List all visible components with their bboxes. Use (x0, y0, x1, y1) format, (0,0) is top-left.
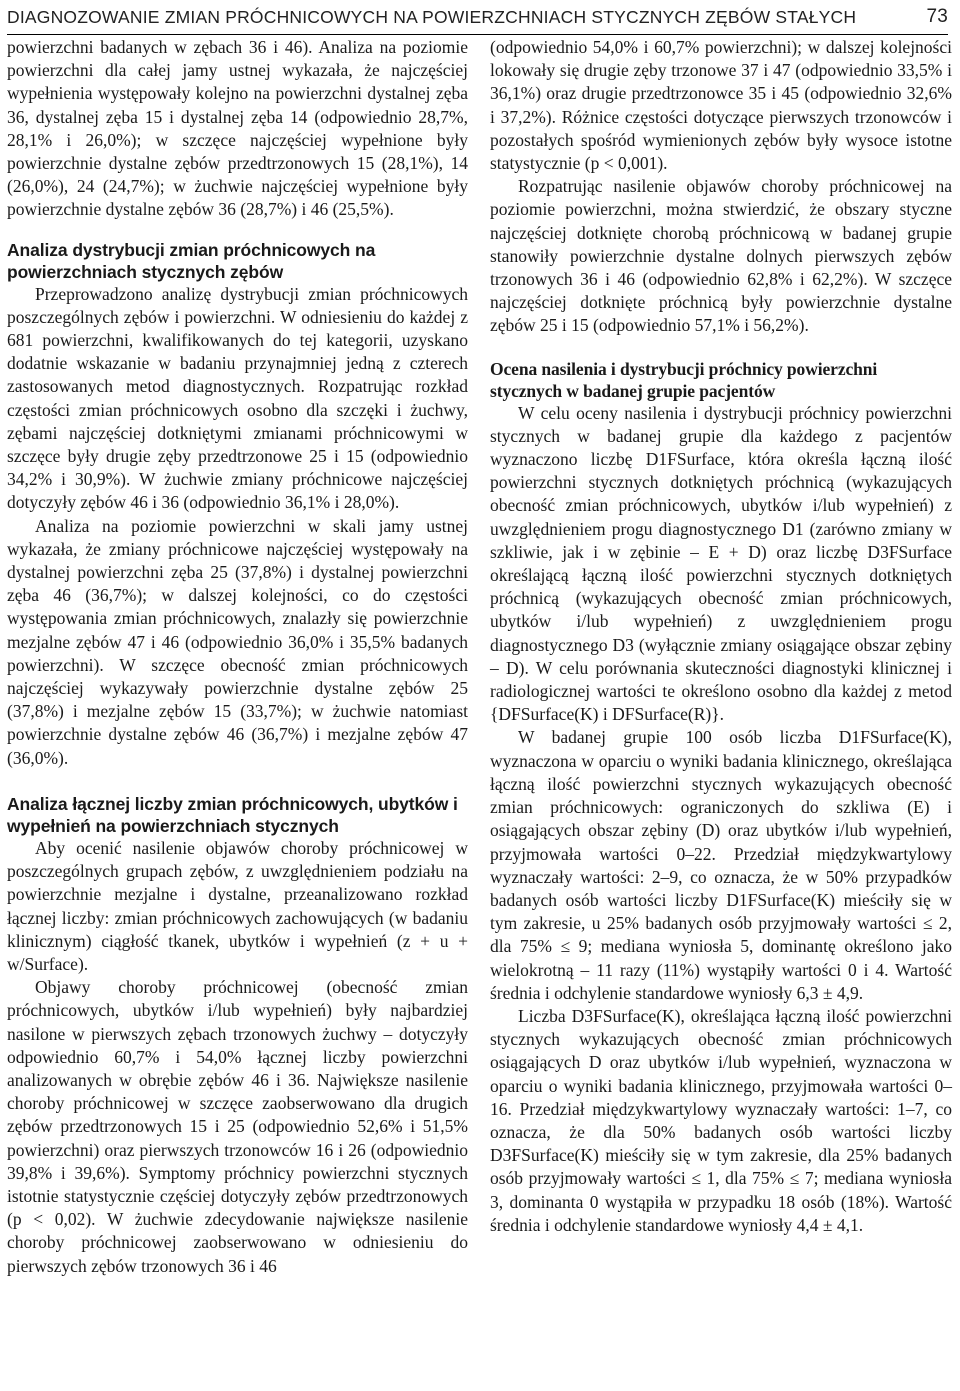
page-number: 73 (926, 6, 948, 27)
left-column (7, 36, 468, 1278)
section-heading: Ocena nasilenia i dystrybucji próchnicy powierzchni stycznych w badanej grupie pacjentów (490, 358, 878, 401)
paragraph: (odpowiednio 54,0% i 60,7% powierzchni); w dalszej kolejności lokowały się drugie zęby trzonowe 37 i 47 (odpowiednio 33,5% i 36,1%) oraz drugie przedtrzonowce 35 i 45 (odpowiednio 32,6% i 37,2%). Różnice częstości dotyczące pierwszych trzonowców i pozostałych spośród wymienionych zębów były wysoce istotne statystycznie (p < 0,001). (490, 37, 952, 174)
section-heading: Analiza łącznej liczby zmian próchnicowych, ubytków i wypełnień na powierzchniach stycznych (7, 793, 458, 836)
paragraph: W badanej grupie 100 osób liczba D1FSurface(K), wyznaczona w oparciu o wyniki badania klinicznego, określająca łączną ilość powierzchni stycznych wykazujących obecność zmian próchnicowych: ograniczonych do szkliwa (E) i osiągających obszar zębiny (D) oraz ubytków i/lub wypełnień, przyjmowała wartości 0–22. Przedział międzykwartylowy wyznaczały wartości: 2–9, co oznacza, że w 50% przypadków badanych osób wartości liczby D1FSurface(K) mieściły się w tym zakresie, u 25% badanych osób przyjmowały wartości ≤ 2, dla 75% ≤ 9; mediana wyniosła 5, dominantę określono jako wielokrotną – 11 razy (11%) wystąpiły wartości 0 i 4. Wartość średnia i odchylenie standardowe wyniosły 6,3 ± 4,9. (490, 727, 952, 1003)
paragraph: powierzchni badanych w zębach 36 i 46). Analiza na poziomie powierzchni dla całej jamy ustnej wykazała, że najczęściej wypełnienia występowały kolejno na powierzchni dystalnej zęba 36, dystalnej zęba 15 i dystalnej zęba 14 (odpowiednio 28,7%, 28,1% i 26,0%); w szczęce najczęściej wypełnione były powierzchnie dystalne zębów przedtrzonowych 15 (28,1%), 14 (26,0%), 24 (24,7%); w żuchwie najczęściej wypełnione były powierzchnie dystalne zębów 36 (28,7%) i 46 (25,5%). (7, 37, 468, 220)
paragraph: W celu oceny nasilenia i dystrybucji próchnicy powierzchni stycznych w badanej grupie dla każdego z pacjentów wyznaczono liczbę D1FSurface, która określa łączną ilość powierzchni stycznych dotkniętych próchnicą (wykazujących obecność zmian próchnicowych, ubytków i/lub wypełnień) z uwzględnieniem progu diagnostycznego D1 (zarówno zmiany w szkliwie, jak i w zębinie – E + D) oraz liczbę D3FSurface określającą łączną ilość powierzchni stycznych dotkniętych próchnicą (wykazujących obecność zmian próchnicowych, ubytków i/lub wypełnień) z uwzględnieniem progu diagnostycznego D3 (wyłącznie zmiany osiągające obszar zębiny – D). W celu porównania skuteczności diagnostyki klinicznej i radiologicznej wartości te określono osobno dla każdej z metod {DFSurface(K) i DFSurface(R)}. (490, 402, 952, 725)
paragraph: Liczba D3FSurface(K), określająca łączną ilość powierzchni stycznych wykazujących obecność zmian próchnicowych osiągających D oraz ubytków i/lub wypełnień, wyznaczona w oparciu o wyniki badania klinicznego, przyjmowała wartości 0–16. Przedział międzykwartylowy wyznaczały wartości: 1–7, co oznacza, że dla 50% badanych osób wartości liczby D3FSurface(K) mieściły się w tym zakresie, dla 25% badanych osób przyjmowały wartości ≤ 1, dla 75% ≤ 7; mediana wyniosła 3, dominanta 0 wystąpiła w przypadku 18 osób (18%). Wartość średnia i odchylenie standardowe wyniosły 4,4 ± 4,1. (490, 1005, 952, 1235)
paragraph: Rozpatrując nasilenie objawów choroby próchnicowej na poziomie powierzchni, można stwierdzić, że obszary styczne najczęściej dotknięte chorobą próchnicową w badanej grupie stanowiły powierzchnie dystalne dolnych pierwszych zębów trzonowych 36 i 46 (odpowiednio 62,8% i 62,2%). W szczęce najczęściej dotknięte próchnicą były powierzchnie dystalne zębów 25 i 15 (odpowiednio 57,1% i 56,2%). (490, 176, 952, 336)
right-column (490, 36, 952, 1237)
paragraph: Analiza na poziomie powierzchni w skali jamy ustnej wykazała, że zmiany próchnicowe najczęściej występowały na dystalnej powierzchni zęba 25 (37,8%) i dystalnej powierzchni zęba 46 (36,7%); w dalszej kolejności, co do częstości występowania zmian próchnicowych, znalazły się powierzchnie mezjalne zębów 47 i 46 (odpowiednio 36,0% i 35,5% badanych powierzchni). W szczęce obecność zmian próchnicowych najczęściej wykazywały powierzchnie dystalne zębów 25 (37,8%) i mezjalne zębów 15 (33,7%); w żuchwie natomiast powierzchnie dystalne zębów 46 (36,7%) i mezjalne zębów 47 (36,0%). (7, 515, 468, 768)
paragraph: Objawy choroby próchnicowej (obecność zmian próchnicowych, ubytków i/lub wypełnień) były najbardziej nasilone w pierwszych zębach trzonowych żuchwy – dotyczyły odpowiednio 60,7% i 54,0% łącznej liczby powierzchni analizowanych w obrębie zębów 46 i 36. Największe nasilenie choroby próchnicowej w szczęce zaobserwowano dla drugich zębów przedtrzonowych 15 i 25 (odpowiednio 52,6% i 51,5% powierzchni) oraz pierwszych trzonowców 16 i 26 (odpowiednio 39,8% i 39,6%). Symptomy próchnicy powierzchni stycznych istotnie statystycznie częściej dotyczyły zębów przedtrzonowych (p < 0,02). W żuchwie zdecydowanie największe nasilenie choroby próchnicowej zaobserwowano w odniesieniu do pierwszych zębów trzonowych 36 i 46 (7, 977, 468, 1276)
paragraph: Przeprowadzono analizę dystrybucji zmian próchnicowych poszczególnych zębów i powierzchni. W odniesieniu do każdej z 681 powierzchni, kwalifikowanych do tej kategorii, uzyskano dodatnie wskazanie w badaniu przynajmniej jedną z czterech zastosowanych metod diagnostycznych. Rozpatrując rozkład częstości zmian próchnicowych osobno dla szczęki i żuchwy, zębami najczęściej dotkniętymi zmianami próchnicowymi w szczęce były drugie zęby przedtrzonowe 25 i 15 (odpowiednio 34,2% i 30,9%). W żuchwie zmiany próchnicowe najczęściej dotyczyły zębów 46 i 36 (odpowiednio 36,1% i 28,0%). (7, 283, 468, 513)
running-header (7, 0, 948, 35)
paragraph: Aby ocenić nasilenie objawów choroby próchnicowej w poszczególnych grupach zębów, z uwzględnieniem podziału na powierzchnie mezjalne i dystalne, przeanalizowano rozkład łącznej liczby: zmian próchnicowych zachowujących (w badaniu klinicznym) ciągłość tkanek, ubytków i wypełnień (z + u + w/Surface). (7, 837, 468, 974)
section-heading: Analiza dystrybucji zmian próchnicowych na powierzchniach stycznych zębów (7, 239, 376, 282)
running-title: DIAGNOZOWANIE ZMIAN PRÓCHNICOWYCH NA POWIERZCHNIACH STYCZNYCH ZĘBÓW STAŁYCH (7, 6, 857, 27)
